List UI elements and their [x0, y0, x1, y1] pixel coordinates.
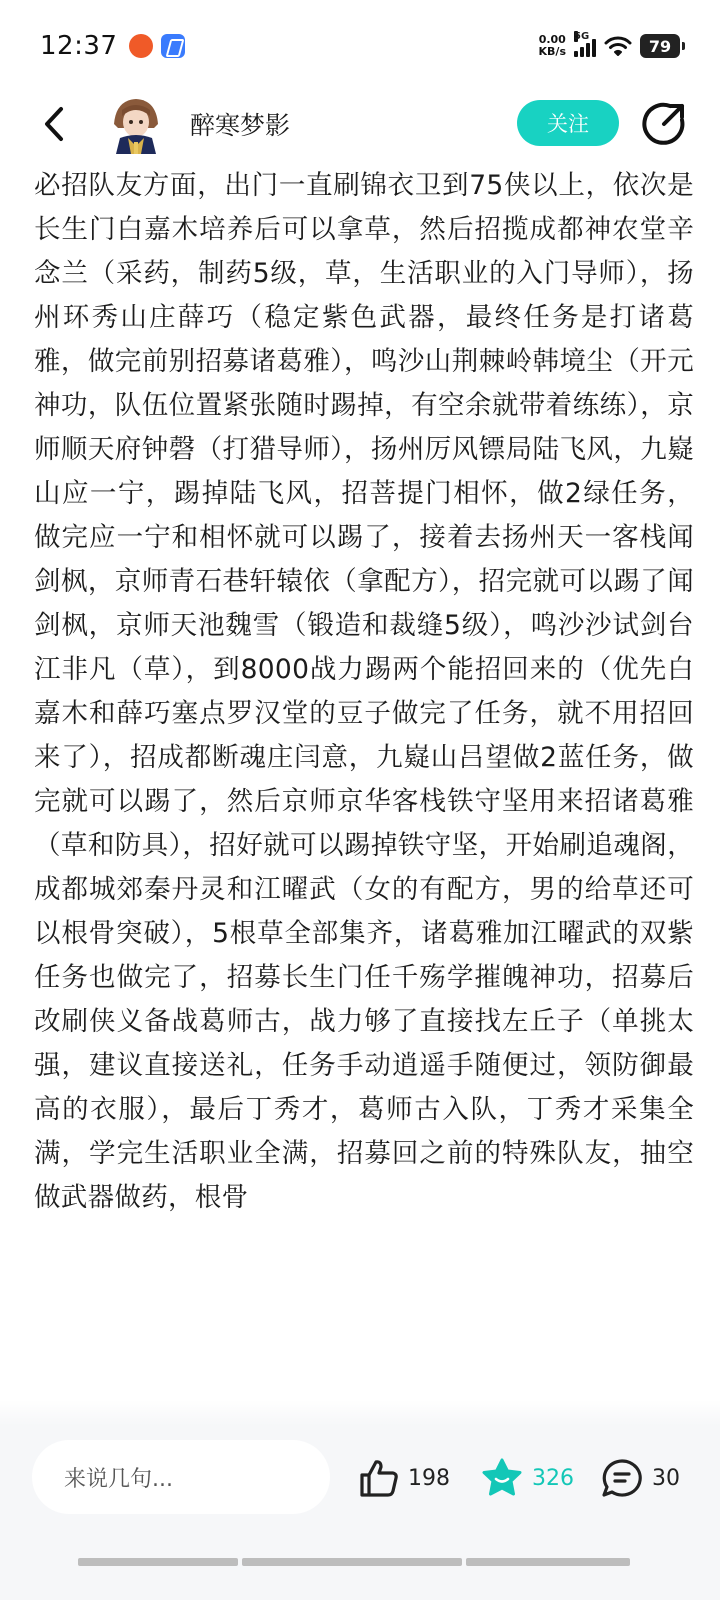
net-speed-unit: KB/s	[538, 45, 566, 58]
app-notification-icon	[129, 34, 153, 58]
nav-indicator-right	[466, 1558, 630, 1566]
like-count: 198	[408, 1465, 450, 1491]
nav-indicator-left	[78, 1558, 238, 1566]
signal-icon	[574, 31, 596, 57]
status-bar	[0, 0, 720, 92]
net-speed-value: 0.00	[538, 33, 566, 46]
comment-count: 30	[652, 1465, 680, 1491]
status-indicators	[538, 31, 680, 58]
share-icon	[640, 100, 688, 148]
favorite-count: 326	[532, 1465, 574, 1491]
follow-button[interactable]: 关注	[517, 100, 619, 146]
author-name[interactable]: 醉寒梦影	[190, 111, 291, 140]
star-icon	[480, 1457, 524, 1499]
wifi-icon	[604, 35, 632, 57]
content-fade	[0, 1400, 720, 1426]
article-text: 必招队友方面，出门一直刷锦衣卫到75侠以上，依次是长生门白嘉木培养后可以拿草，然后招揽成都神农堂辛念兰（采药，制药5级，草，生活职业的入门导师），扬州环秀山庄薛巧（稳定紫色武器，最终任务是打诸葛雅，做完前别招募诸葛雅），鸣沙山荆棘岭韩境尘（开元神功，队伍位置紧张随时踢掉，有空余就带着练练），京师顺天府钟磬（打猎导师），扬州厉风镖局陆飞风，九嶷山应一宁，踢掉陆飞风，招菩提门相怀，做2绿任务，做完应一宁和相怀就可以踢了，接着去扬州天一客栈闻剑枫，京师青石巷轩辕依（拿配方），招完就可以踢了闻剑枫，京师天池魏雪（锻造和裁缝5级），鸣沙沙试剑台江非凡（草），到8000战力踢两个能招回来的（优先白嘉木和薛巧塞点罗汉堂的豆子做完了任务，就不用招回来了），招成都断魂庄闫意，九嶷山吕望做2蓝任务，做完就可以踢了，然后京师京华客栈铁守坚用来招诸葛雅（草和防具），招好就可以踢掉铁守坚，开始刷追魂阁，成都城郊秦丹灵和江曜武（女的有配方，男的给草还可以根骨突破），5根草全部集齐，诸葛雅加江曜武的双紫任务也做完了，招募长生门任千殇学摧魄神功，招募后改刷侠义备战葛师古，战力够了直接找左丘子（单挑太强，建议直接送礼，任务手动逍遥手随便过，领防御最高的衣服），最后丁秀才，葛师古入队，丁秀才采集全满，学完生活职业全满，招募回之前的特殊队友，抽空做武器做药，根骨	[34, 170, 694, 1213]
bottom-action-bar	[0, 1426, 720, 1600]
app-notification-icon-2	[161, 34, 185, 58]
chevron-left-icon	[39, 106, 69, 142]
article-body[interactable]	[34, 164, 694, 1420]
back-button[interactable]	[30, 100, 78, 148]
comment-bubble-icon	[600, 1457, 644, 1499]
battery-icon: 79	[640, 34, 680, 58]
comment-input[interactable]: 来说几句...	[32, 1440, 330, 1514]
status-time: 12:37	[40, 31, 118, 61]
network-type: 5G	[574, 31, 590, 42]
like-button[interactable]	[358, 1456, 450, 1500]
nav-indicator-center	[242, 1558, 462, 1566]
nav-bar	[0, 92, 720, 156]
notification-icons	[129, 34, 185, 58]
avatar-image-icon	[108, 94, 164, 154]
comments-button[interactable]	[600, 1456, 680, 1500]
author-avatar[interactable]	[108, 94, 164, 154]
net-speed	[539, 34, 566, 58]
favorite-button[interactable]	[480, 1456, 574, 1500]
thumbs-up-icon	[358, 1458, 400, 1498]
share-button[interactable]	[640, 100, 688, 148]
